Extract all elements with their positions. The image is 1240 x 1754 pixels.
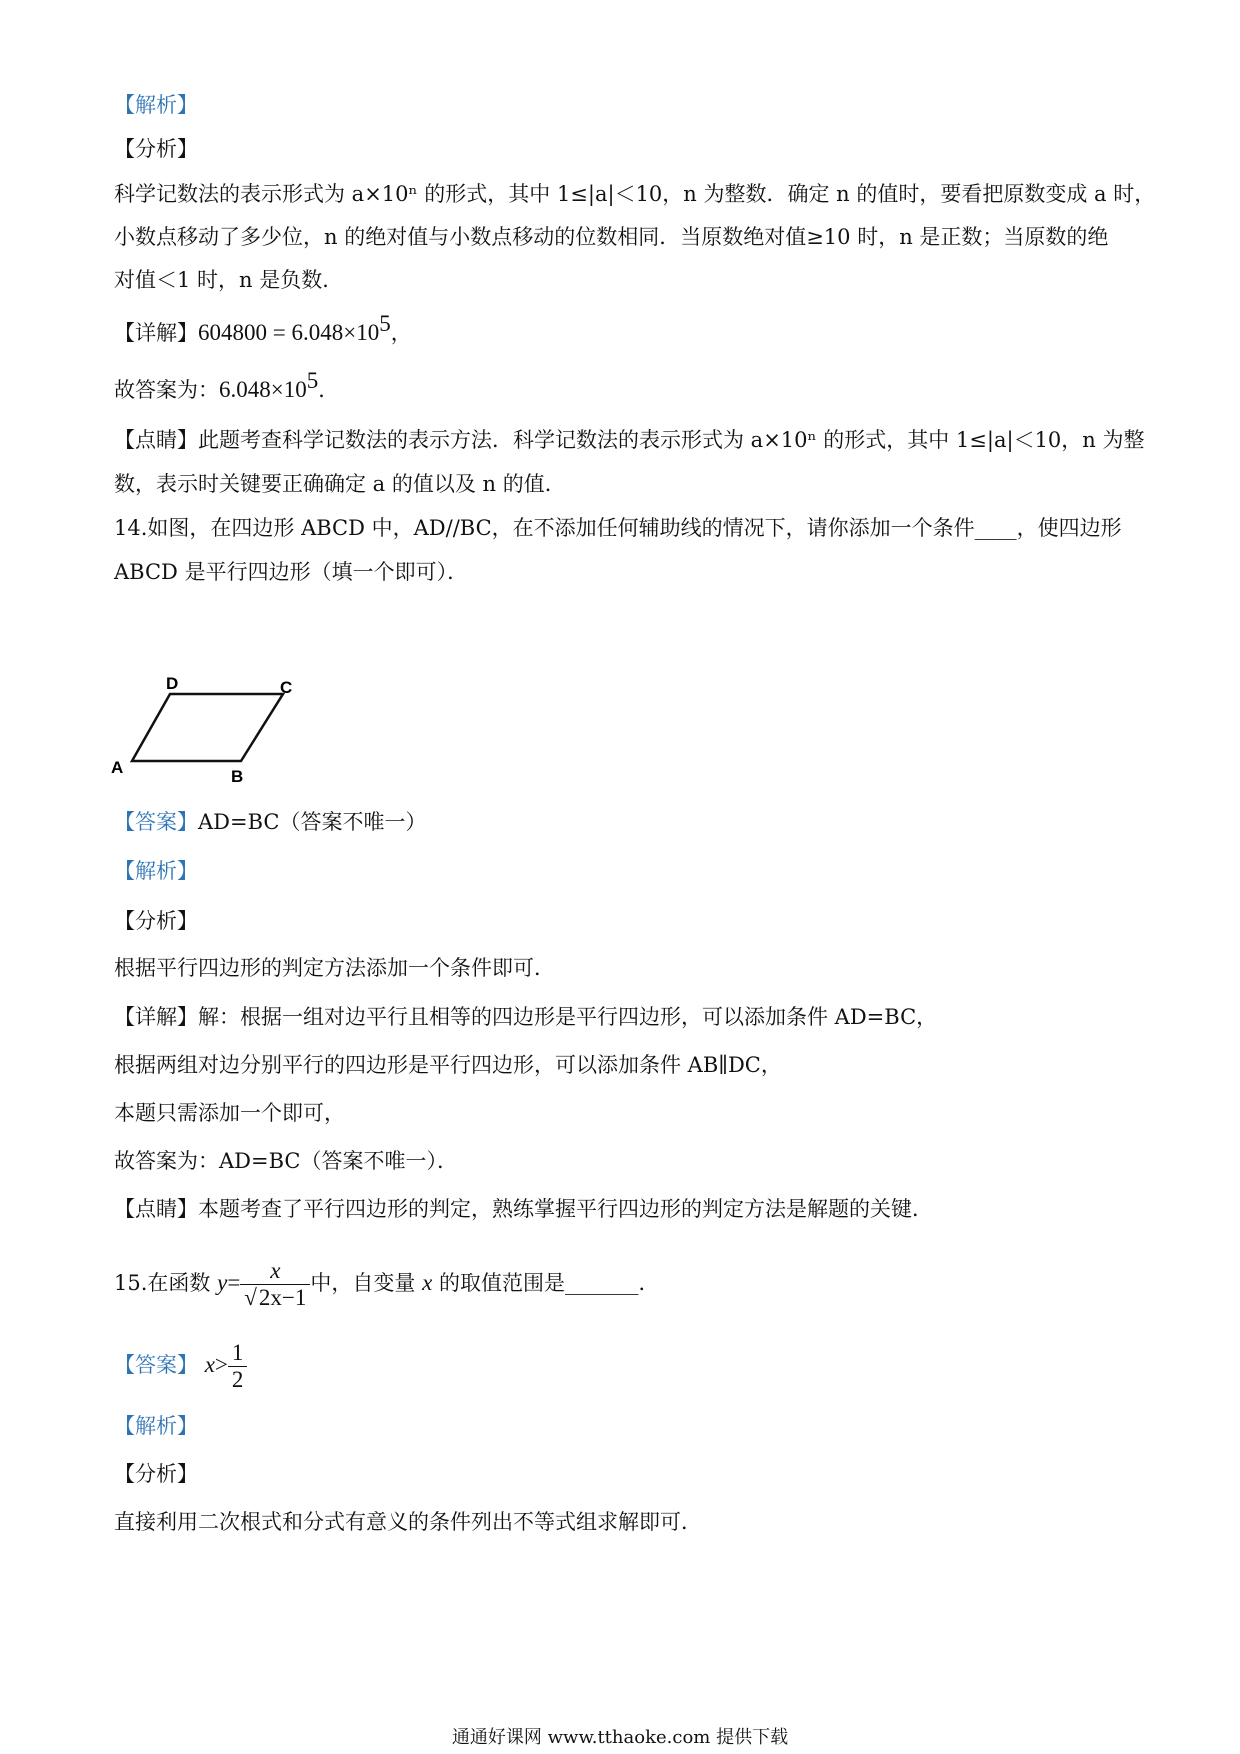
figure-label-a: A bbox=[111, 758, 124, 777]
q14-answer-text: AD=BC（答案不唯一） bbox=[198, 810, 427, 834]
q15-question-prefix: 15.在函数 bbox=[114, 1271, 211, 1295]
q15-daan-heading: 【答案】 bbox=[114, 1353, 198, 1377]
q13-detail bbox=[114, 311, 412, 348]
q13-analysis-line-2: 小数点移动了多少位，n 的绝对值与小数点移动的位数相同．当原数绝对值≥10 时，n 是正数；当原数的绝 bbox=[114, 225, 1109, 249]
q15-answer-numerator: 1 bbox=[231, 1340, 244, 1365]
q13-analysis-line-1: 科学记数法的表示形式为 a×10ⁿ 的形式，其中 1≤|a|＜10，n 为整数．确定 n 的值时，要看把原数变成 a 时， bbox=[114, 182, 1156, 206]
q14-detail-line-1 bbox=[114, 1002, 937, 1032]
q15-answer bbox=[114, 1335, 247, 1395]
q15-jiexi-heading: 【解析】 bbox=[114, 1414, 198, 1438]
q13-answer-prefix: 故答案为： bbox=[114, 378, 219, 402]
q13-detail-expression: 604800 = 6.048×10 bbox=[198, 320, 380, 345]
q15-radicand: 2x−1 bbox=[258, 1285, 307, 1310]
q14-xiangjie-heading: 【详解】 bbox=[114, 1005, 198, 1029]
page-footer: 通通好课网 www.tthaoke.com 提供下载 bbox=[451, 1727, 789, 1748]
figure-label-b: B bbox=[231, 767, 244, 786]
q14-detail-line-4: 故答案为：AD=BC（答案不唯一）． bbox=[114, 1149, 458, 1173]
q15-answer-operator: > bbox=[214, 1352, 228, 1377]
q13-analysis-line-3: 对值＜1 时，n 是负数． bbox=[114, 268, 344, 292]
q13-answer bbox=[114, 368, 340, 405]
q13-comment-line-2: 数，表示时关键要正确确定 a 的值以及 n 的值． bbox=[114, 472, 566, 496]
q14-question-line-2: ABCD 是平行四边形（填一个即可）． bbox=[114, 560, 469, 584]
q14-jiexi-heading: 【解析】 bbox=[114, 859, 198, 883]
q14-daan-heading: 【答案】 bbox=[114, 810, 198, 834]
q15-function-fraction bbox=[240, 1258, 310, 1311]
q14-dianjing-heading: 【点睛】 bbox=[114, 1197, 198, 1221]
q14-detail-line-2: 根据两组对边分别平行的四边形是平行四边形，可以添加条件 AB∥DC， bbox=[114, 1053, 782, 1077]
q13-answer-end: ． bbox=[318, 378, 340, 402]
q15-question-end: 的取值范围是_______． bbox=[439, 1271, 660, 1295]
q13-jiexi-heading: 【解析】 bbox=[114, 93, 198, 117]
q15-fenxi-heading: 【分析】 bbox=[114, 1462, 198, 1486]
q13-detail-exponent: 5 bbox=[379, 311, 391, 336]
q13-answer-expression: 6.048×10 bbox=[219, 377, 307, 402]
q15-question-mid: 中，自变量 bbox=[310, 1271, 416, 1295]
q15-answer-variable: x bbox=[204, 1352, 215, 1377]
q14-analysis: 根据平行四边形的判定方法添加一个条件即可． bbox=[114, 956, 555, 980]
q14-detail-line-3: 本题只需添加一个即可， bbox=[114, 1101, 345, 1125]
figure-label-d: D bbox=[166, 674, 179, 693]
q14-comment-text: 本题考查了平行四边形的判定，熟练掌握平行四边形的判定方法是解题的关键． bbox=[198, 1197, 933, 1221]
q13-detail-end: ， bbox=[390, 321, 412, 345]
q14-detail-text-1: 解：根据一组对边平行且相等的四边形是平行四边形，可以添加条件 AD=BC， bbox=[198, 1005, 938, 1029]
q13-answer-exponent: 5 bbox=[306, 368, 319, 393]
q15-y-variable: y bbox=[217, 1270, 228, 1295]
q15-equals: = bbox=[227, 1270, 241, 1295]
q15-analysis: 直接利用二次根式和分式有意义的条件列出不等式组求解即可． bbox=[114, 1510, 702, 1534]
q13-fenxi-heading: 【分析】 bbox=[114, 137, 198, 161]
figure-label-c: C bbox=[280, 678, 293, 697]
q13-comment-line-1 bbox=[114, 425, 1145, 455]
q14-comment bbox=[114, 1194, 933, 1224]
q15-answer-fraction bbox=[228, 1340, 248, 1393]
q15-fraction-denominator: √2x−1 bbox=[240, 1284, 310, 1311]
q15-answer-denominator: 2 bbox=[228, 1366, 248, 1393]
q13-xiangjie-heading: 【详解】 bbox=[114, 321, 198, 345]
q14-answer bbox=[114, 807, 427, 837]
q15-x-variable: x bbox=[422, 1270, 433, 1295]
q14-fenxi-heading: 【分析】 bbox=[114, 909, 198, 933]
parallelogram-shape bbox=[132, 694, 283, 761]
q15-question bbox=[114, 1253, 660, 1313]
q13-comment-text-1: 此题考查科学记数法的表示方法．科学记数法的表示形式为 a×10ⁿ 的形式，其中 1≤|a|＜10，n 为整 bbox=[198, 428, 1145, 452]
q15-fraction-numerator: x bbox=[270, 1258, 281, 1283]
q13-dianjing-heading: 【点睛】 bbox=[114, 428, 198, 452]
parallelogram-figure bbox=[108, 668, 308, 788]
q14-question-line-1: 14.如图，在四边形 ABCD 中，AD//BC，在不添加任何辅助线的情况下，请你添加一个条件____，使四边形 bbox=[114, 516, 1122, 540]
